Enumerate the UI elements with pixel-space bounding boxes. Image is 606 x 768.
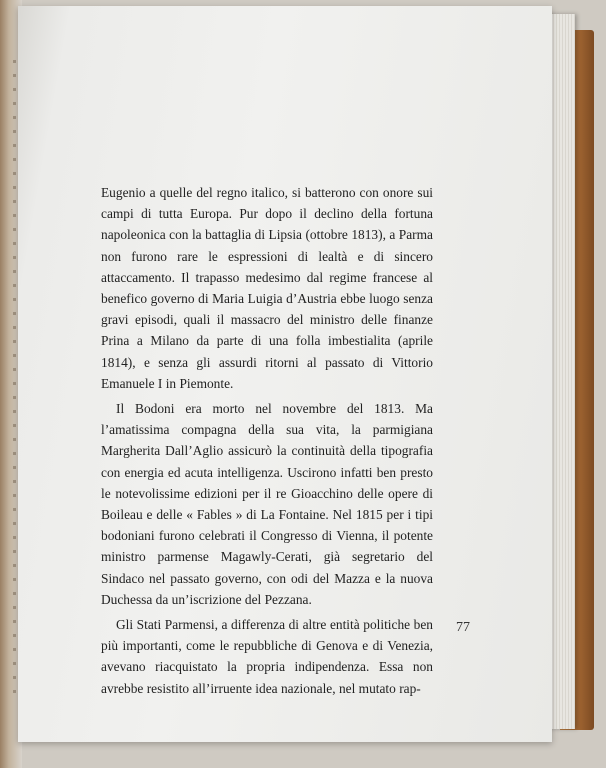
paragraph: Eugenio a quelle del regno italico, si batterono con onore sui campi di tutta Europa. Pur dopo il declino della fortuna napoleonica con la battaglia di Lipsia (ottobre 1813), a Parma non furono rare le espressioni di lealtà e di sincero attaccamento. Il trapasso medesimo dal regime francese al benefico governo di Maria Luigia d’Austria ebbe luogo senza gravi episodi, quali il massacro del ministro delle finanze Prina a Milano da parte di una folla imbestialita (aprile 1814), e senza gli assurdi ritorni al passato di Vittorio Emanuele I in Piemonte. bbox=[101, 185, 433, 391]
binding-stitches bbox=[13, 60, 16, 700]
page-body-text bbox=[101, 182, 433, 703]
book-page bbox=[18, 6, 552, 742]
page-number: 77 bbox=[456, 620, 470, 635]
paragraph: Gli Stati Parmensi, a differenza di altre entità politiche ben più importanti, come le repubbliche di Genova e di Venezia, avevano riacquistato la propria indipendenza. Essa non avrebbe resistito all’irruente idea nazionale, nel mutato rap- bbox=[101, 617, 433, 696]
paragraph: Il Bodoni era morto nel novembre del 1813. Ma l’amatissima compagna della sua vita, la parmigiana Margherita Dall’Aglio assicurò la continuità della tipografia con energia ed acuta intelligenza. Uscirono infatti ben presto le notevolissime edizioni per il re Gioacchino delle opere di Boileau e delle « Fables » di La Fontaine. Nel 1815 per i tipi bodoniani furono celebrati il Congresso di Vienna, il potente ministro parmense Magawly-Cerati, già segretario del Sindaco nel passato governo, con odi del Mazza e la nuova Duchessa da un’iscrizione del Pezzana. bbox=[101, 401, 433, 607]
